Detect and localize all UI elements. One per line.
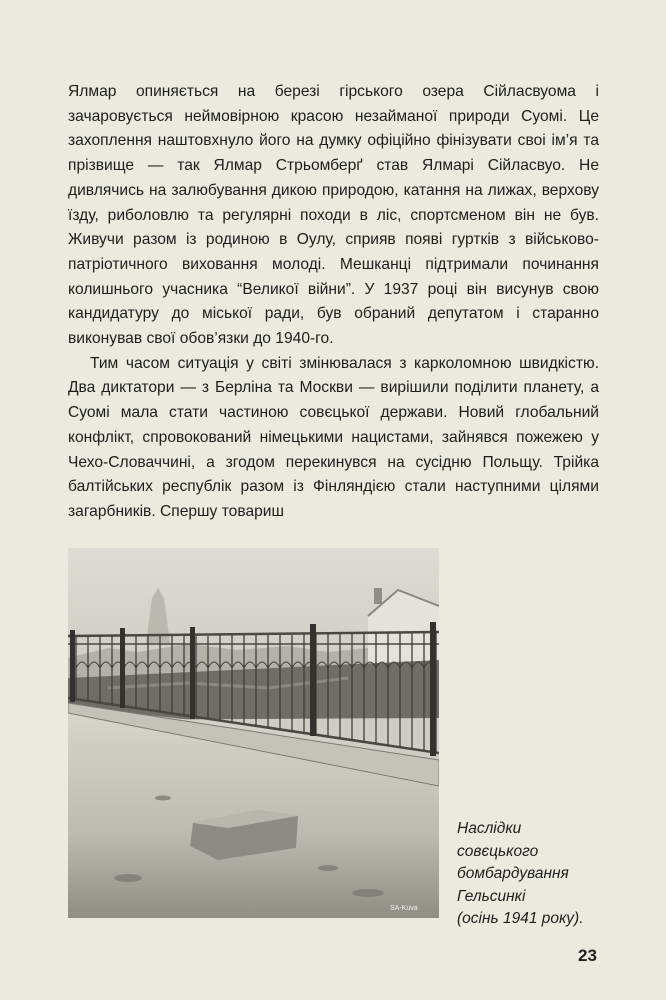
photo-illustration [68, 548, 439, 918]
caption-line: бомбардування [457, 865, 569, 882]
caption-line: Гельсинкі [457, 887, 526, 905]
photo-watermark: SA-Kuva [390, 905, 418, 912]
body-text [68, 80, 599, 525]
caption-line: Наслідки [457, 820, 522, 837]
page-number: 23 [578, 946, 597, 965]
caption-line: совєцького [457, 842, 539, 860]
photo-caption [457, 818, 607, 931]
caption-line: (осінь 1941 року). [457, 910, 584, 927]
paragraph-2: Тим часом ситуація у світі змінювалася з карколомною швидкістю. Два диктатори — з Берліна та Москви — вирішили поділити планету, а Суомі мала стати частиною совєцької держави. Новий глобальний конфлікт, спровокований німецькими нацистами, зайнявся пожежею у Чехо-Словаччині, а згодом перекинувся на сусідню Польщу. Трійка балтійських республік разом із Фінляндією стали наступними цілями загарбників. Спершу товариш [68, 354, 599, 520]
historical-photo [68, 548, 439, 918]
paragraph-1: Ялмар опиняється на березі гірського озера Сійласвуома і зачаровується неймовірною красою незайманої природи Суомі. Це захоплення наштовхнуло його на думку офіційно фінізувати своі ім’я та прізвище — так Ялмар Стрьомберґ став Ялмарі Сійласвуо. Не дивлячись на залюбування дикою природою, катання на лижах, верхову їзду, риболовлю та регулярні походи в ліс, спортсменом він не був. Живучи разом із родиною в Оулу, сприяв появі гуртків з військово-патріотичного виховання молоді. Мешканці підтримали починання колишнього учасника “Великої війни”. У 1937 році він висунув свою кандидатуру до міської ради, був обраний депутатом і старанно виконував свої обов’язки до 1940-го. [68, 83, 599, 348]
